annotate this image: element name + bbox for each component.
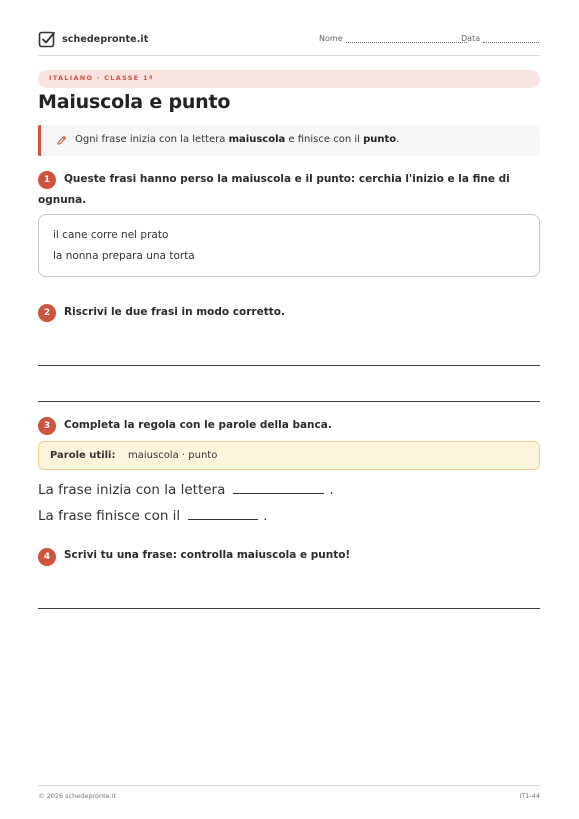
exercise-3-instruction: Completa la regola con le parole della banca. [64,419,332,431]
exercise-4-instruction: Scrivi tu una frase: controlla maiuscola e punto! [64,549,351,561]
subject-tag-text: ITALIANO · CLASSE 1ª [49,74,154,82]
pencil-icon [56,135,67,146]
word-bank [38,441,540,470]
exercise-2-number: 2 [38,304,56,322]
name-dotted-line [346,35,467,43]
footer-sheet-code: IT1-44 [519,792,540,800]
exercise-1-instruction-line2: ognuna. [38,194,87,206]
exercise-4-number: 4 [38,548,56,566]
exercise-1-sentence-box [38,214,540,277]
rule-note-bold-punto: punto [363,134,397,145]
rule-sentence-2: La frase finisce con il . [38,508,268,524]
rule-note-text: Ogni frase inizia con la lettera maiuscola e finisce con il punto. [75,134,400,145]
footer-copyright: © 2026 schedepronte.it [38,792,117,800]
rule-note [38,125,540,156]
exercise-1-number: 1 [38,171,56,189]
site-name: schedepronte.it [62,33,149,45]
exercise-2-writing-line-2[interactable] [38,401,540,402]
name-field[interactable] [319,34,467,43]
rule-1-blank[interactable] [233,482,324,494]
word-bank-words: maiuscola · punto [128,450,218,461]
exercise-2-instruction: Riscrivi le due frasi in modo corretto. [64,306,285,318]
exercise-1-instruction-line1: Queste frasi hanno perso la maiuscola e il punto: cerchia l'inizio e la fine di [64,173,510,185]
checkbox-icon [38,30,56,48]
exercise-2-writing-line-1[interactable] [38,365,540,366]
exercise-4-writing-line[interactable] [38,608,540,609]
page-title: Maiuscola e punto [38,91,231,113]
subject-tag [38,70,540,88]
site-logo [38,30,148,48]
rule-note-bold-maiuscola: maiuscola [228,134,286,145]
exercise-1-sentence-2[interactable]: la nonna prepara una torta [53,250,195,262]
page-footer [38,785,540,799]
rule-sentence-1: La frase inizia con la lettera . [38,482,334,498]
name-label: Nome [319,34,343,43]
date-field[interactable] [461,34,539,43]
date-label: Data [461,34,481,43]
word-bank-label: Parole utili: [50,450,116,461]
page-header [38,28,540,56]
exercise-1-sentence-1[interactable]: il cane corre nel prato [53,229,169,241]
exercise-3-number: 3 [38,417,56,435]
date-dotted-line [483,35,539,43]
rule-2-blank[interactable] [188,508,258,520]
